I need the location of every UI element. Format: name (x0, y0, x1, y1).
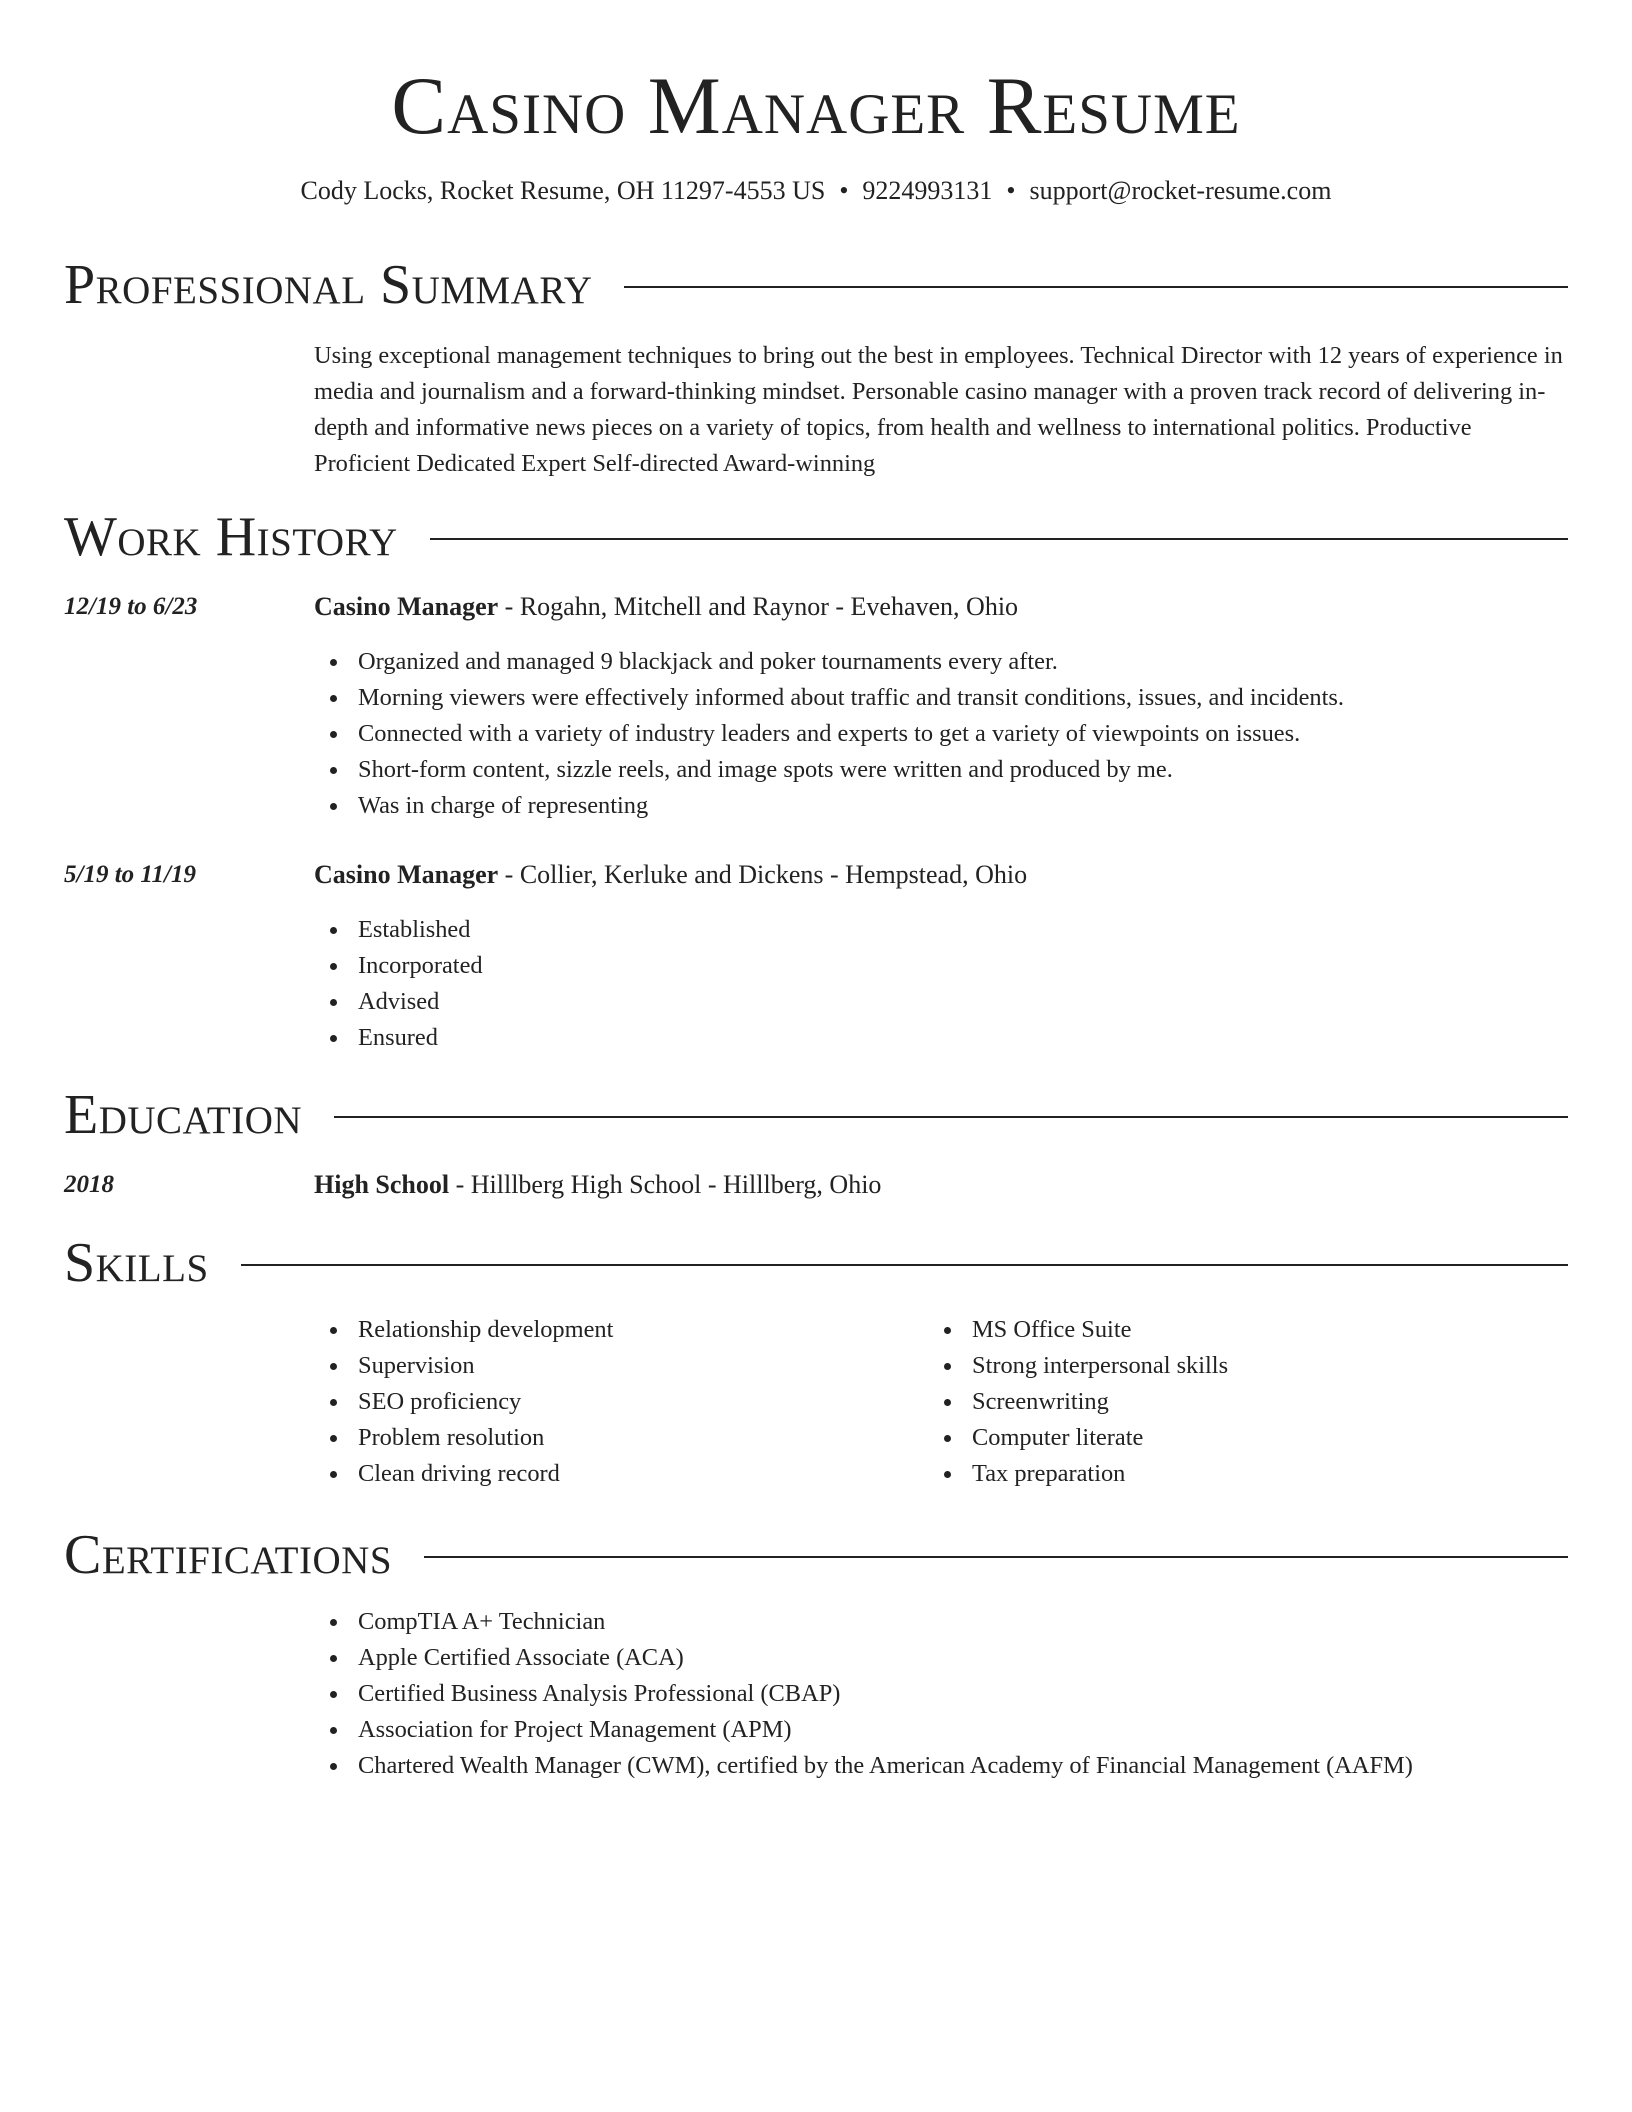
job-1-details: - Rogahn, Mitchell and Raynor - Evehaven, Ohio (498, 592, 1019, 621)
section-divider (430, 538, 1568, 540)
work-history-heading: Work History (64, 506, 398, 568)
contact-email: support@rocket-resume.com (1029, 176, 1332, 205)
list-item: Certified Business Analysis Professional (CBAP) (314, 1676, 1413, 1712)
list-item: Chartered Wealth Manager (CWM), certified by the American Academy of Financial Management (AAFM) (314, 1748, 1413, 1784)
list-item: Supervision (314, 1348, 613, 1384)
contact-phone: 9224993131 (862, 176, 993, 205)
list-item: Established (314, 912, 483, 948)
list-item: Advised (314, 984, 483, 1020)
resume-title: Casino Manager Resume (391, 60, 1241, 151)
list-item: Incorporated (314, 948, 483, 984)
list-item: SEO proficiency (314, 1384, 613, 1420)
list-item: Morning viewers were effectively informed about traffic and transit conditions, issues, and incidents. (314, 680, 1344, 716)
list-item: Strong interpersonal skills (928, 1348, 1228, 1384)
list-item: Connected with a variety of industry leaders and experts to get a variety of viewpoints on issues. (314, 716, 1344, 752)
job-2-role: Casino Manager (314, 860, 499, 889)
contact-separator: • (839, 176, 849, 205)
certifications-heading: Certifications (64, 1524, 393, 1586)
job-2-dates: 5/19 to 11/19 (64, 861, 196, 888)
job-1-role: Casino Manager (314, 592, 499, 621)
contact-line (0, 174, 1632, 208)
list-item: Short-form content, sizzle reels, and image spots were written and produced by me. (314, 752, 1344, 788)
education-year: 2018 (64, 1171, 114, 1198)
list-item: Problem resolution (314, 1420, 613, 1456)
skills-heading: Skills (64, 1232, 209, 1294)
summary-heading: Professional Summary (64, 254, 593, 316)
list-item: Relationship development (314, 1312, 613, 1348)
skills-list-left (314, 1312, 613, 1492)
contact-separator: • (1006, 176, 1016, 205)
summary-section-header (64, 252, 1568, 318)
section-divider (624, 286, 1568, 288)
list-item: Ensured (314, 1020, 483, 1056)
job-1-title (314, 590, 1018, 624)
skills-list-right (928, 1312, 1228, 1492)
section-divider (424, 1556, 1568, 1558)
list-item: Tax preparation (928, 1456, 1228, 1492)
list-item: Was in charge of representing (314, 788, 1344, 824)
education-details: - Hilllberg High School - Hilllberg, Ohio (449, 1170, 882, 1199)
list-item: Screenwriting (928, 1384, 1228, 1420)
education-heading: Education (64, 1084, 303, 1146)
certifications-section-header (64, 1522, 1568, 1588)
list-item: MS Office Suite (928, 1312, 1228, 1348)
list-item: Apple Certified Associate (ACA) (314, 1640, 1413, 1676)
job-2-bullets (314, 912, 483, 1056)
job-2-title (314, 858, 1027, 892)
job-1-dates: 12/19 to 6/23 (64, 593, 198, 620)
list-item: Association for Project Management (APM) (314, 1712, 1413, 1748)
section-divider (334, 1116, 1568, 1118)
skills-section-header (64, 1230, 1568, 1296)
contact-address: Cody Locks, Rocket Resume, OH 11297-4553 US (300, 176, 826, 205)
education-title (314, 1168, 881, 1202)
job-2-details: - Collier, Kerluke and Dickens - Hempstead, Ohio (498, 860, 1028, 889)
education-degree: High School (314, 1170, 450, 1199)
list-item: CompTIA A+ Technician (314, 1604, 1413, 1640)
section-divider (241, 1264, 1568, 1266)
work-history-section-header (64, 504, 1568, 570)
job-1-bullets (314, 644, 1344, 824)
list-item: Clean driving record (314, 1456, 613, 1492)
list-item: Computer literate (928, 1420, 1228, 1456)
education-section-header (64, 1082, 1568, 1148)
list-item: Organized and managed 9 blackjack and poker tournaments every after. (314, 644, 1344, 680)
certifications-list (314, 1604, 1413, 1784)
summary-text: Using exceptional management techniques to bring out the best in employees. Technical Director with 12 years of experience in media and journalism and a forward-thinking mindset. Personable casino manager with a proven track record of delivering in-depth and informative news pieces on a variety of topics, from health and wellness to international politics. Productive Proficient Dedicated Expert Self-directed Award-winning (314, 342, 1563, 477)
